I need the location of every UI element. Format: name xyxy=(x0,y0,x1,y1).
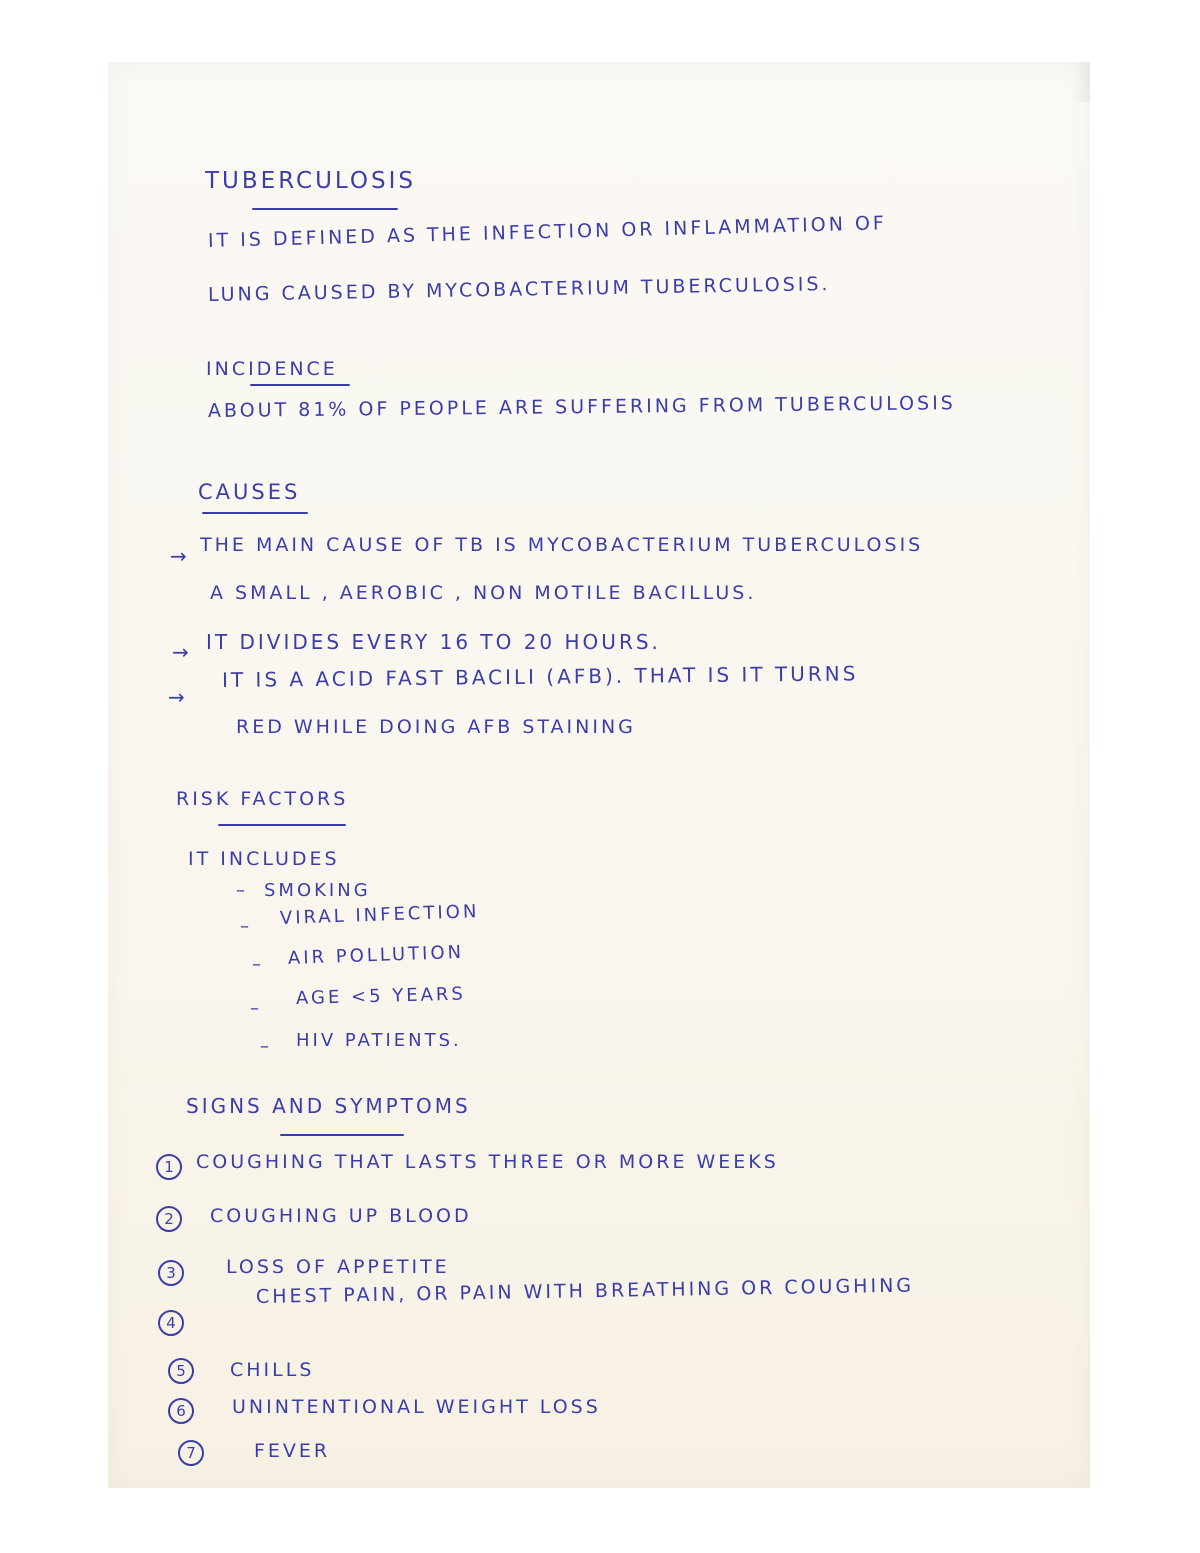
number-badge: 4 xyxy=(158,1310,184,1336)
cause-item-3-cont: RED WHILE DOING AFB STAINING xyxy=(236,716,636,738)
number-badge: 5 xyxy=(168,1358,194,1384)
definition-line-1: IT IS DEFINED AS THE INFECTION OR INFLAMMATION OF xyxy=(207,212,888,252)
incidence-heading: INCIDENCE xyxy=(206,358,338,380)
page-title: TUBERCULOSIS xyxy=(205,168,417,194)
risk-dash: – xyxy=(252,954,264,975)
risk-item: HIV PATIENTS. xyxy=(296,1030,462,1051)
number-badge: 2 xyxy=(156,1206,182,1232)
number-badge: 3 xyxy=(158,1260,184,1286)
arrow-icon: → xyxy=(168,685,185,709)
sign-item: CHEST PAIN, OR PAIN WITH BREATHING OR COUGHING xyxy=(255,1274,915,1308)
arrow-icon: → xyxy=(172,640,189,664)
signs-heading: SIGNS AND SYMPTOMS xyxy=(186,1094,471,1118)
definition-line-2: LUNG CAUSED BY MYCOBACTERIUM TUBERCULOSIS. xyxy=(207,273,831,306)
incidence-text: ABOUT 81% OF PEOPLE ARE SUFFERING FROM TUBERCULOSIS xyxy=(207,392,956,422)
sign-item: LOSS OF APPETITE xyxy=(226,1256,450,1278)
signs-underline xyxy=(280,1134,404,1136)
arrow-icon: → xyxy=(170,544,187,568)
sign-item: COUGHING UP BLOOD xyxy=(210,1205,472,1227)
sign-item: UNINTENTIONAL WEIGHT LOSS xyxy=(232,1396,601,1418)
risk-dash: – xyxy=(240,916,252,937)
risk-item: VIRAL INFECTION xyxy=(279,901,480,929)
risk-dash: – xyxy=(236,880,248,901)
risk-dash: – xyxy=(260,1036,272,1057)
risk-item: AIR POLLUTION xyxy=(287,941,465,969)
causes-heading: CAUSES xyxy=(198,480,301,504)
risk-factors-heading: RISK FACTORS xyxy=(176,788,349,810)
risk-factors-underline xyxy=(218,824,346,826)
cause-item-2: IT DIVIDES EVERY 16 TO 20 HOURS. xyxy=(206,630,661,654)
risk-item: SMOKING xyxy=(264,880,371,901)
cause-item-1: THE MAIN CAUSE OF TB IS MYCOBACTERIUM TUBERCULOSIS xyxy=(200,534,924,556)
risk-dash: – xyxy=(250,998,262,1019)
number-badge: 1 xyxy=(156,1154,182,1180)
number-badge: 7 xyxy=(178,1440,204,1466)
causes-underline xyxy=(202,512,308,514)
sign-item: CHILLS xyxy=(230,1359,315,1381)
number-badge: 6 xyxy=(168,1398,194,1424)
sign-item: COUGHING THAT LASTS THREE OR MORE WEEKS xyxy=(196,1151,779,1173)
sign-item: FEVER xyxy=(254,1440,331,1462)
risk-factors-intro: IT INCLUDES xyxy=(188,848,340,870)
incidence-underline xyxy=(250,384,350,386)
title-underline xyxy=(252,208,398,210)
cause-item-1-cont: A SMALL , AEROBIC , NON MOTILE BACILLUS. xyxy=(210,582,757,604)
cause-item-3: IT IS A ACID FAST BACILI (AFB). THAT IS IT TURNS xyxy=(221,661,859,692)
page-fold xyxy=(1072,62,1090,102)
risk-item: AGE <5 YEARS xyxy=(295,983,467,1009)
